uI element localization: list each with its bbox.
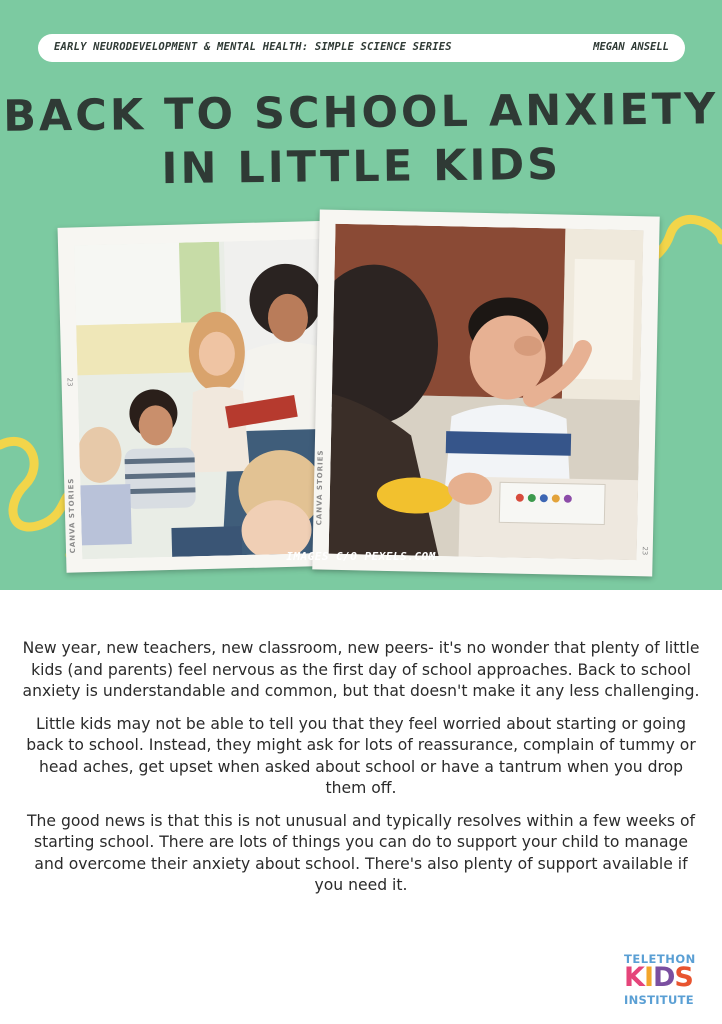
logo-letter-k: K (624, 962, 644, 993)
series-banner (38, 34, 685, 62)
title-line-1: BACK TO SCHOOL ANXIETY (2, 84, 719, 142)
paragraph-1: New year, new teachers, new classroom, new peers- it's no wonder that plenty of little kids (and parents) feel nervous as the first day of school approaches. Back to school anxiety is understandable and common, but that doesn't make it any less challenging. (22, 639, 700, 700)
telethon-kids-institute-logo (624, 952, 710, 1008)
article-body (20, 638, 702, 908)
logo-line-telethon: TELETHON (624, 952, 696, 966)
logo-letter-i: I (643, 962, 653, 993)
left-photo-watermark: CANVA STORIES (67, 477, 78, 554)
right-photo-watermark: CANVA STORIES (315, 449, 325, 526)
right-photo-frame-number: 23 (640, 546, 649, 556)
author-name: MEGAN ANSELL (593, 41, 669, 53)
paragraph-3: The good news is that this is not unusual and typically resolves within a few weeks of starting school. There are lots of things you can do to support your child to manage and overcome their anxiety about school. There's also plenty of support available if you need it. (26, 811, 696, 894)
title-line-2: IN LITTLE KIDS (161, 139, 562, 195)
image-credit: IMAGES C/O PEXELS.COM (286, 550, 436, 563)
page-title (0, 82, 722, 198)
logo-letter-d: D (652, 962, 675, 993)
classroom-photo (58, 220, 357, 572)
logo-kids (624, 964, 693, 992)
crying-child-photo (312, 209, 659, 576)
series-title: EARLY NEURODEVELOPMENT & MENTAL HEALTH: SIMPLE SCIENCE SERIES (54, 41, 452, 53)
logo-line-institute: INSTITUTE (624, 993, 694, 1007)
logo-letter-s: S (674, 962, 693, 993)
crying-child-photo-image (329, 224, 644, 560)
classroom-photo-image (74, 239, 340, 560)
paragraph-2: Little kids may not be able to tell you that they feel worried about starting or going back to school. Instead, they might ask for lots of reassurance, complain of tummy or head aches, get upset when asked about school or have a tantrum when you drop them off. (26, 714, 696, 797)
left-photo-frame-number: 23 (65, 377, 74, 387)
